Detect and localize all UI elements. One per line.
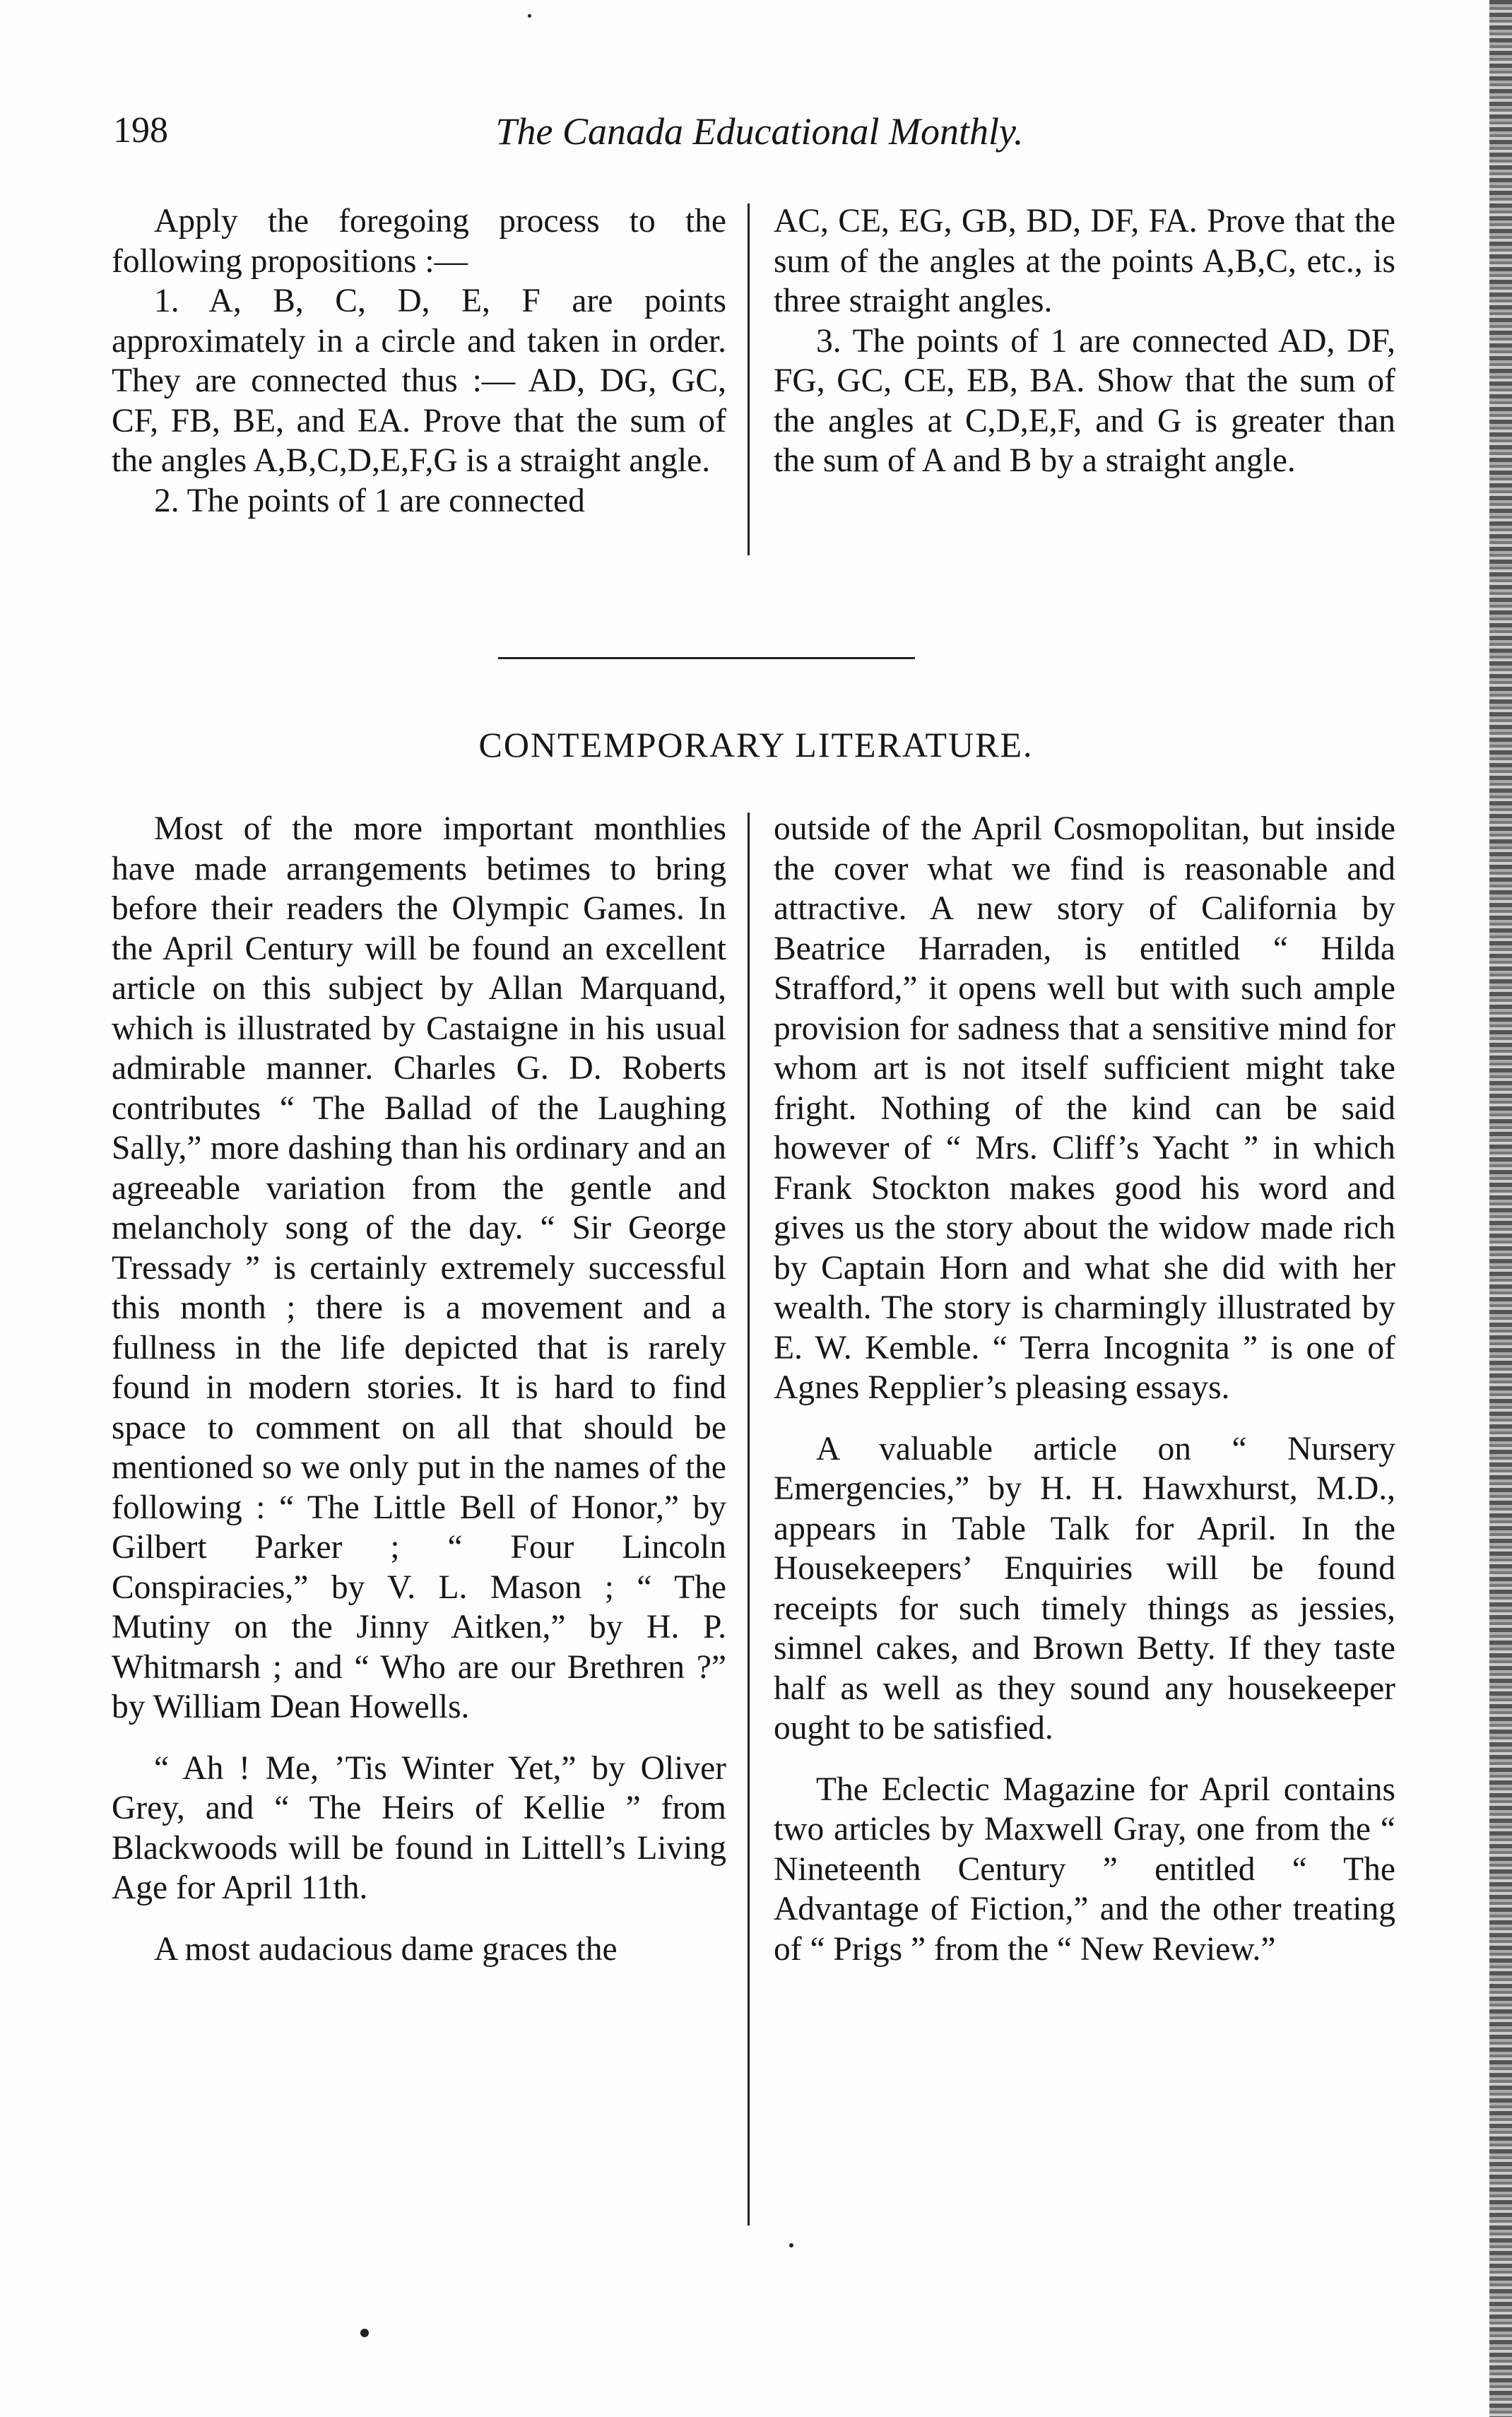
problems-left-column <box>112 201 726 521</box>
paragraph: Most of the more important monthlies have made arrangements betimes to bring before their readers the Olympic Games. In the April Century will be found an excellent article on this subject by Allan Marquand, which is illustrated by Castaigne in his usual admirable manner. Charles G. D. Roberts contributes “ The Ballad of the Laughing Sally,” more dashing than his ordinary and an agreeable variation from the gentle and melancholy song of the day. “ Sir George Tressady ” is certainly extremely successful this month ; there is a movement and a fullness in the life depicted that is rarely found in modern stories. It is hard to find space to comment on all that should be mentioned so we only put in the names of the following : “ The Little Bell of Honor,” by Gilbert Parker ; “ Four Lincoln Conspiracies,” by V. L. Mason ; “ The Mutiny on the Jinny Aitken,” by H. P. Whitmarsh ; and “ Who are our Brethren ?” by William Dean Howells. <box>112 810 726 1725</box>
section-separator-rule <box>498 657 915 659</box>
paragraph: “ Ah ! Me, ’Tis Winter Yet,” by Oliver Grey, and “ The Heirs of Kellie ” from Blackwoods will be found in Littell’s Living Age for April 11th. <box>112 1749 726 1906</box>
paragraph: Apply the foregoing process to the following propositions :— <box>112 203 726 280</box>
article-left-column <box>112 809 726 1969</box>
ink-speck <box>789 2243 793 2247</box>
column-divider <box>748 812 750 2226</box>
page-number: 198 <box>113 110 168 150</box>
column-divider <box>748 203 750 555</box>
section-heading: CONTEMPORARY LITERATURE. <box>478 725 1034 764</box>
ink-dot <box>360 2329 369 2337</box>
paragraph: outside of the April Cosmopolitan, but inside the cover what we find is reasonable and attractive. A new story of California by Beatrice Harraden, is entitled “ Hilda Strafford,” it opens well but with such ample provision for sadness that a sensitive mind for whom art is not itself sufficient might take fright. Nothing of the kind can be said however of “ Mrs. Cliff’s Yacht ” in which Frank Stockton makes good his word and gives us the story about the widow made rich by Captain Horn and what she did with her wealth. The story is charmingly illustrated by E. W. Kemble. “ Terra Incognita ” is one of Agnes Repplier’s pleasing essays. <box>774 810 1395 1406</box>
ink-speck <box>528 14 531 18</box>
paragraph: A most audacious dame graces the <box>154 1930 618 1968</box>
page-header <box>106 110 1413 166</box>
paragraph: 2. The points of 1 are connected <box>154 482 585 519</box>
paragraph: 3. The points of 1 are connected AD, DF, FG, GC, CE, EB, BA. Show that the sum of the angles at C,D,E,F, and G is greater than the sum of A and B by a straight angle. <box>774 322 1395 479</box>
running-title: The Canada Educational Monthly. <box>495 110 1024 153</box>
paragraph: 1. A, B, C, D, E, F are points approximately in a circle and taken in order. They are connected thus :— AD, DG, GC, CF, FB, BE, and EA. Prove that the sum of the angles A,B,C,D,E,F,G is a straight angle. <box>112 283 726 479</box>
paragraph: A valuable article on “ Nursery Emergencies,” by H. H. Hawxhurst, M.D., appears in Table Talk for April. In the Housekeepers’ Enquiries will be found receipts for such timely things as jessies, simnel cakes, and Brown Betty. If they taste half as well as they sound any housekeeper ought to be satisfied. <box>774 1430 1395 1747</box>
paragraph: The Eclectic Magazine for April contains two articles by Maxwell Gray, one from the “ Nineteenth Century ” entitled “ The Advantage of Fiction,” and the other treating of “ Prigs ” from the “ New Review.” <box>774 1771 1395 1968</box>
article-right-column <box>774 809 1395 1969</box>
problems-right-column <box>774 201 1395 481</box>
scan-edge-strip <box>1489 0 1512 2417</box>
paragraph: AC, CE, EG, GB, BD, DF, FA. Prove that the sum of the angles at the points A,B,C, etc., is three straight angles. <box>774 203 1395 319</box>
